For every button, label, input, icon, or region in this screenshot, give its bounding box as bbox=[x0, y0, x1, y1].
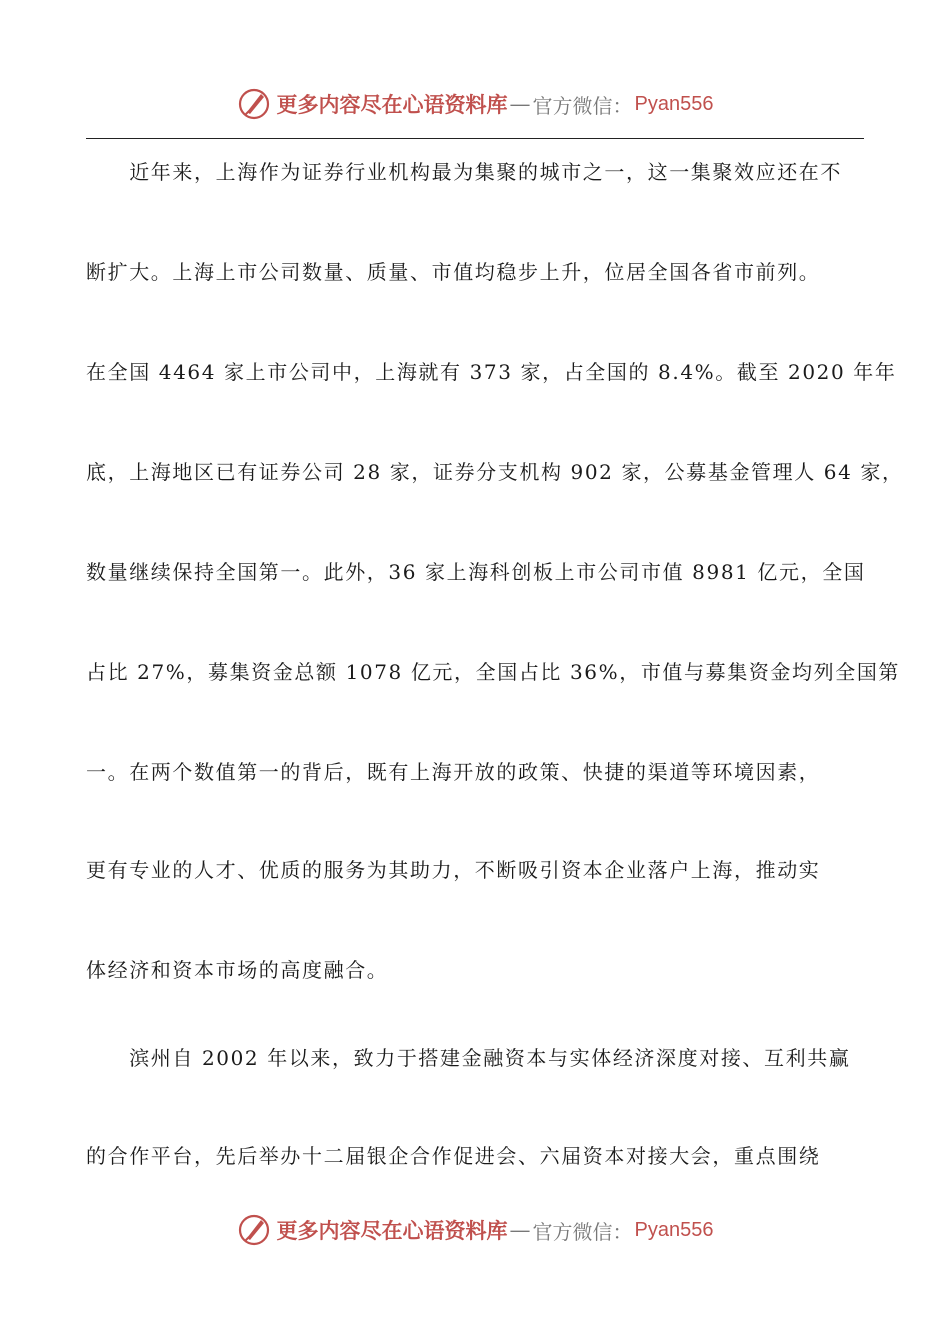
text-line: 底，上海地区已有证券公司 28 家，证券分支机构 902 家，公募基金管理人 64 家， bbox=[86, 460, 904, 484]
text-line: 一。在两个数值第一的背后，既有上海开放的政策、快捷的渠道等环境因素， bbox=[86, 760, 821, 784]
text-line: 占比 27%，募集资金总额 1078 亿元，全国占比 36%，市值与募集资金均列全国第 bbox=[86, 660, 901, 684]
watermark-title: 更多内容尽在心语资料库 bbox=[276, 1218, 508, 1243]
watermark-separator: — bbox=[509, 1218, 531, 1242]
text-line: 的合作平台，先后举办十二届银企合作促进会、六届资本对接大会，重点围绕 bbox=[86, 1144, 821, 1168]
watermark-wechat-id: Pyan556 bbox=[634, 1218, 714, 1241]
quill-logo-icon bbox=[237, 1212, 273, 1248]
footer-watermark bbox=[0, 1210, 950, 1250]
text-line: 更有专业的人才、优质的服务为其助力，不断吸引资本企业落户上海，推动实 bbox=[86, 858, 821, 882]
text-line: 近年来，上海作为证券行业机构最为集聚的城市之一，这一集聚效应还在不 bbox=[86, 160, 842, 184]
text-line: 体经济和资本市场的高度融合。 bbox=[86, 958, 389, 982]
watermark-label: 官方微信： bbox=[532, 93, 633, 118]
text-line: 滨州自 2002 年以来，致力于搭建金融资本与实体经济深度对接、互利共赢 bbox=[86, 1046, 851, 1070]
watermark-separator: — bbox=[509, 92, 531, 116]
watermark-title: 更多内容尽在心语资料库 bbox=[276, 92, 508, 117]
header-watermark bbox=[0, 84, 950, 124]
watermark-wechat-id: Pyan556 bbox=[634, 92, 714, 115]
watermark-label: 官方微信： bbox=[532, 1219, 633, 1244]
text-line: 在全国 4464 家上市公司中，上海就有 373 家，占全国的 8.4%。截至 2020 年年 bbox=[86, 360, 897, 384]
text-line: 数量继续保持全国第一。此外，36 家上海科创板上市公司市值 8981 亿元，全国 bbox=[86, 560, 866, 584]
text-line: 断扩大。上海上市公司数量、质量、市值均稳步上升，位居全国各省市前列。 bbox=[86, 260, 821, 284]
quill-logo-icon bbox=[237, 86, 273, 122]
header-rule bbox=[86, 138, 864, 139]
